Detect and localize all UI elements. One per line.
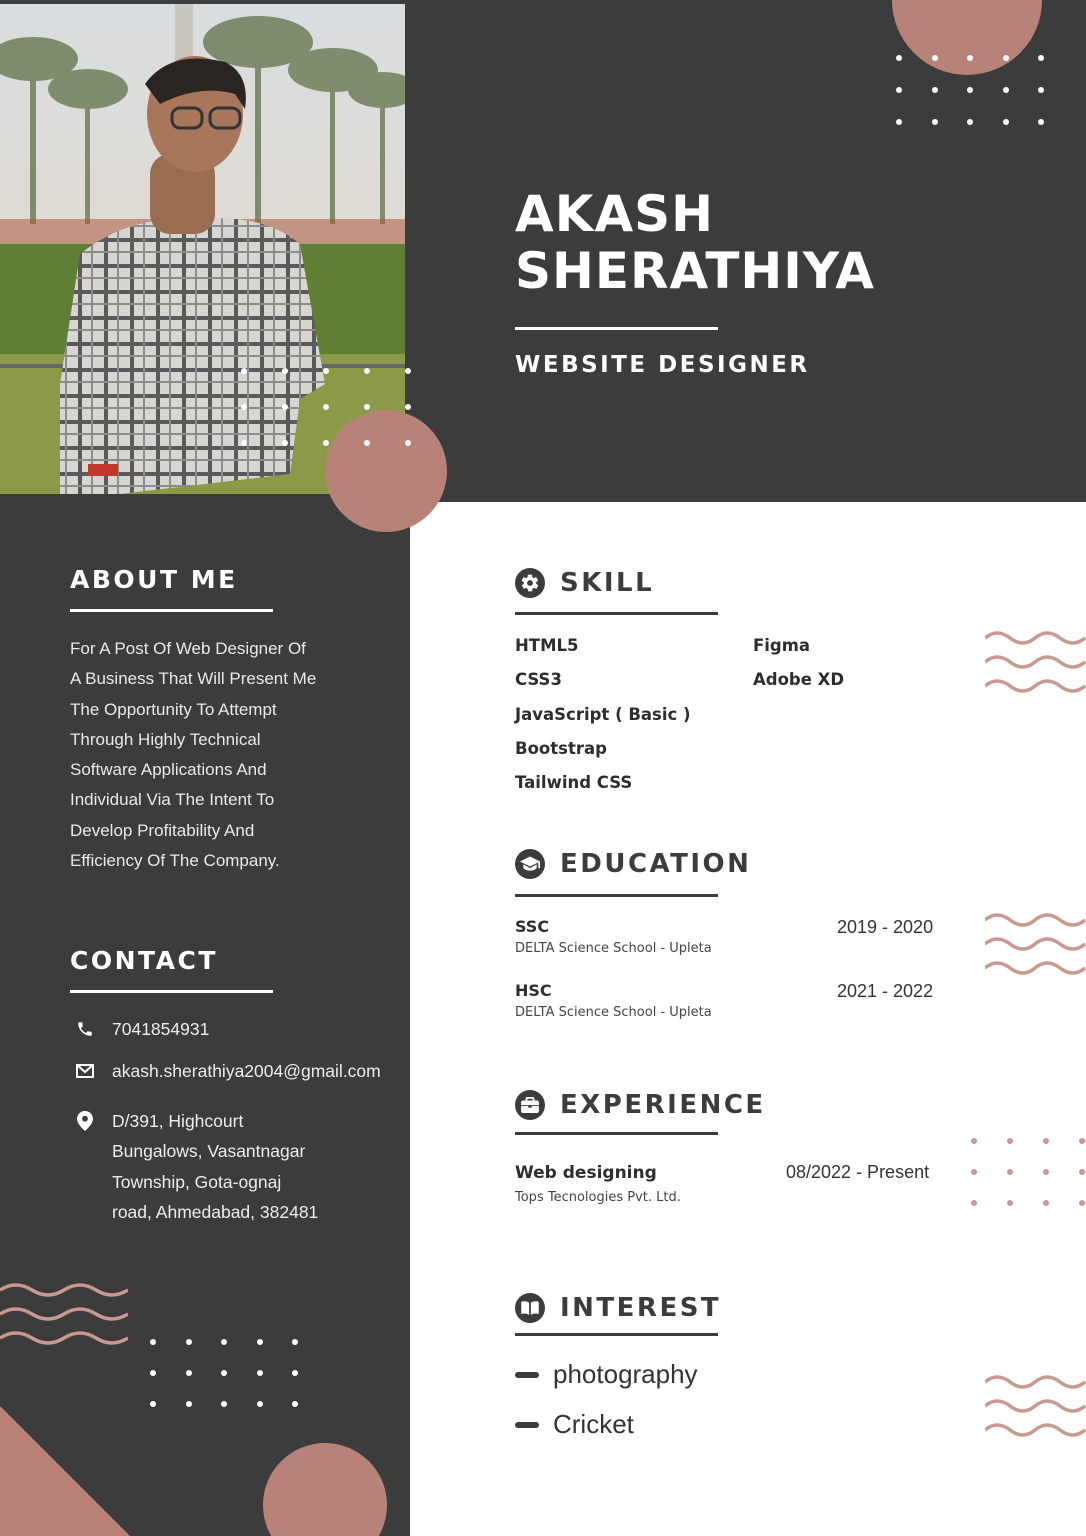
education-divider xyxy=(515,894,718,897)
decor-dot xyxy=(241,368,247,374)
interest-label: photography xyxy=(553,1359,698,1389)
decor-dot xyxy=(241,440,247,446)
skill-item: HTML5 xyxy=(515,636,579,655)
decor-dot xyxy=(323,368,329,374)
address-line: Township, Gota-ognaj xyxy=(112,1171,282,1192)
interest-label: Cricket xyxy=(553,1409,634,1439)
education-school: DELTA Science School - Upleta xyxy=(515,941,712,956)
decor-dot xyxy=(967,87,973,93)
education-degree: HSC xyxy=(515,981,552,1000)
about-line: Develop Profitability And xyxy=(70,820,255,840)
mail-icon xyxy=(72,1056,98,1086)
decor-dot xyxy=(932,55,938,61)
dash-icon xyxy=(515,1372,539,1378)
skill-item: Tailwind CSS xyxy=(515,773,633,792)
book-icon xyxy=(515,1293,545,1323)
decor-dot xyxy=(405,440,411,446)
graduation-cap-icon xyxy=(515,849,545,879)
education-title: EDUCATION xyxy=(560,849,752,879)
decor-dot xyxy=(1043,1138,1049,1144)
decor-dot xyxy=(221,1401,227,1407)
skill-title: SKILL xyxy=(560,568,655,598)
skill-item: CSS3 xyxy=(515,670,562,689)
about-line: Efficiency Of The Company. xyxy=(70,851,280,871)
decor-dot xyxy=(405,404,411,410)
decor-waves-education xyxy=(985,910,1086,980)
decor-dot xyxy=(364,368,370,374)
decor-dot xyxy=(932,119,938,125)
decor-dot xyxy=(1007,1169,1013,1175)
about-line: Through Highly Technical xyxy=(70,729,261,749)
about-heading: ABOUT ME xyxy=(70,565,238,594)
profile-photo xyxy=(0,4,405,494)
decor-dot xyxy=(1038,119,1044,125)
decor-waves-interest xyxy=(985,1372,1086,1442)
decor-dot xyxy=(896,87,902,93)
decor-dot xyxy=(1079,1138,1085,1144)
decor-dot xyxy=(1007,1138,1013,1144)
experience-title: EXPERIENCE xyxy=(560,1090,766,1120)
decor-dot xyxy=(292,1339,298,1345)
decor-dot xyxy=(221,1339,227,1345)
skill-item: Adobe XD xyxy=(753,670,845,689)
about-line: A Business That Will Present Me xyxy=(70,669,317,689)
decor-dot xyxy=(1079,1169,1085,1175)
decor-dot xyxy=(1043,1200,1049,1206)
decor-waves-sidebar xyxy=(0,1280,128,1350)
skill-heading xyxy=(515,566,654,600)
decor-dot xyxy=(323,404,329,410)
decor-dot xyxy=(1079,1200,1085,1206)
contact-divider xyxy=(70,990,273,993)
decor-dot xyxy=(186,1401,192,1407)
email-address[interactable]: akash.sherathiya2004@gmail.com xyxy=(112,1061,381,1081)
briefcase-icon xyxy=(515,1090,545,1120)
interest-heading xyxy=(515,1291,721,1325)
interest-item xyxy=(515,1409,634,1440)
decor-dot xyxy=(282,404,288,410)
decor-dot xyxy=(971,1138,977,1144)
decor-dot xyxy=(282,440,288,446)
education-school: DELTA Science School - Upleta xyxy=(515,1005,712,1020)
skill-item: JavaScript ( Basic ) xyxy=(515,705,691,724)
decor-dot xyxy=(967,119,973,125)
decor-dot xyxy=(896,119,902,125)
decor-dot xyxy=(967,55,973,61)
decor-dot xyxy=(364,440,370,446)
decor-dot xyxy=(1007,1200,1013,1206)
address-line: D/391, Highcourt xyxy=(112,1111,244,1131)
decor-triangle xyxy=(0,1406,130,1536)
decor-dot xyxy=(1038,87,1044,93)
experience-divider xyxy=(515,1132,718,1135)
job-title: WEBSITE DESIGNER xyxy=(515,352,810,378)
phone-icon xyxy=(72,1014,98,1044)
interest-item xyxy=(515,1359,698,1390)
decor-dot xyxy=(257,1339,263,1345)
decor-dot xyxy=(257,1401,263,1407)
name-divider xyxy=(515,327,718,330)
decor-dot xyxy=(221,1370,227,1376)
decor-dot xyxy=(282,368,288,374)
decor-dot xyxy=(186,1370,192,1376)
decor-dot xyxy=(186,1339,192,1345)
experience-company: Tops Tecnologies Pvt. Ltd. xyxy=(515,1190,681,1205)
location-pin-icon xyxy=(72,1106,98,1136)
about-divider xyxy=(70,609,273,612)
about-line: Individual Via The Intent To xyxy=(70,790,275,810)
address-line: Bungalows, Vasantnagar xyxy=(112,1141,306,1162)
interest-title: INTEREST xyxy=(560,1293,722,1323)
education-years: 2019 - 2020 xyxy=(837,917,934,937)
decor-dot xyxy=(364,404,370,410)
gear-icon xyxy=(515,568,545,598)
decor-dot xyxy=(1038,55,1044,61)
contact-heading: CONTACT xyxy=(70,946,218,975)
decor-dot xyxy=(405,368,411,374)
skill-item: Bootstrap xyxy=(515,739,607,758)
experience-heading xyxy=(515,1088,766,1122)
decor-dot xyxy=(1043,1169,1049,1175)
address-text xyxy=(112,1106,318,1227)
candidate-name xyxy=(515,186,875,300)
decor-dot xyxy=(971,1169,977,1175)
decor-dot xyxy=(971,1200,977,1206)
decor-dot xyxy=(323,440,329,446)
address-line: road, Ahmedabad, 382481 xyxy=(112,1201,319,1222)
education-degree: SSC xyxy=(515,917,550,936)
decor-dot xyxy=(150,1339,156,1345)
decor-dot xyxy=(292,1370,298,1376)
decor-circle-photo xyxy=(325,410,447,532)
about-line: The Opportunity To Attempt xyxy=(70,699,277,719)
experience-role: Web designing xyxy=(515,1163,657,1183)
name-first: AKASH xyxy=(515,185,714,243)
interest-divider xyxy=(515,1333,718,1336)
education-years: 2021 - 2022 xyxy=(837,981,934,1001)
skill-divider xyxy=(515,612,718,615)
skill-item: Figma xyxy=(753,636,811,655)
decor-dot xyxy=(932,87,938,93)
decor-dot xyxy=(292,1401,298,1407)
decor-dot xyxy=(150,1401,156,1407)
education-heading xyxy=(515,847,751,881)
decor-dot xyxy=(257,1370,263,1376)
about-line: For A Post Of Web Designer Of xyxy=(70,639,306,658)
decor-dot xyxy=(1003,87,1009,93)
about-text xyxy=(70,634,370,876)
dash-icon xyxy=(515,1422,539,1428)
about-line: Software Applications And xyxy=(70,760,267,780)
experience-dates: 08/2022 - Present xyxy=(786,1162,930,1182)
decor-waves-skill xyxy=(985,628,1086,698)
name-last: SHERATHIYA xyxy=(515,242,875,300)
decor-dot xyxy=(241,404,247,410)
decor-dot xyxy=(150,1370,156,1376)
decor-dot xyxy=(896,55,902,61)
decor-dot xyxy=(1003,119,1009,125)
decor-dot xyxy=(1003,55,1009,61)
phone-number[interactable]: 7041854931 xyxy=(112,1019,210,1039)
